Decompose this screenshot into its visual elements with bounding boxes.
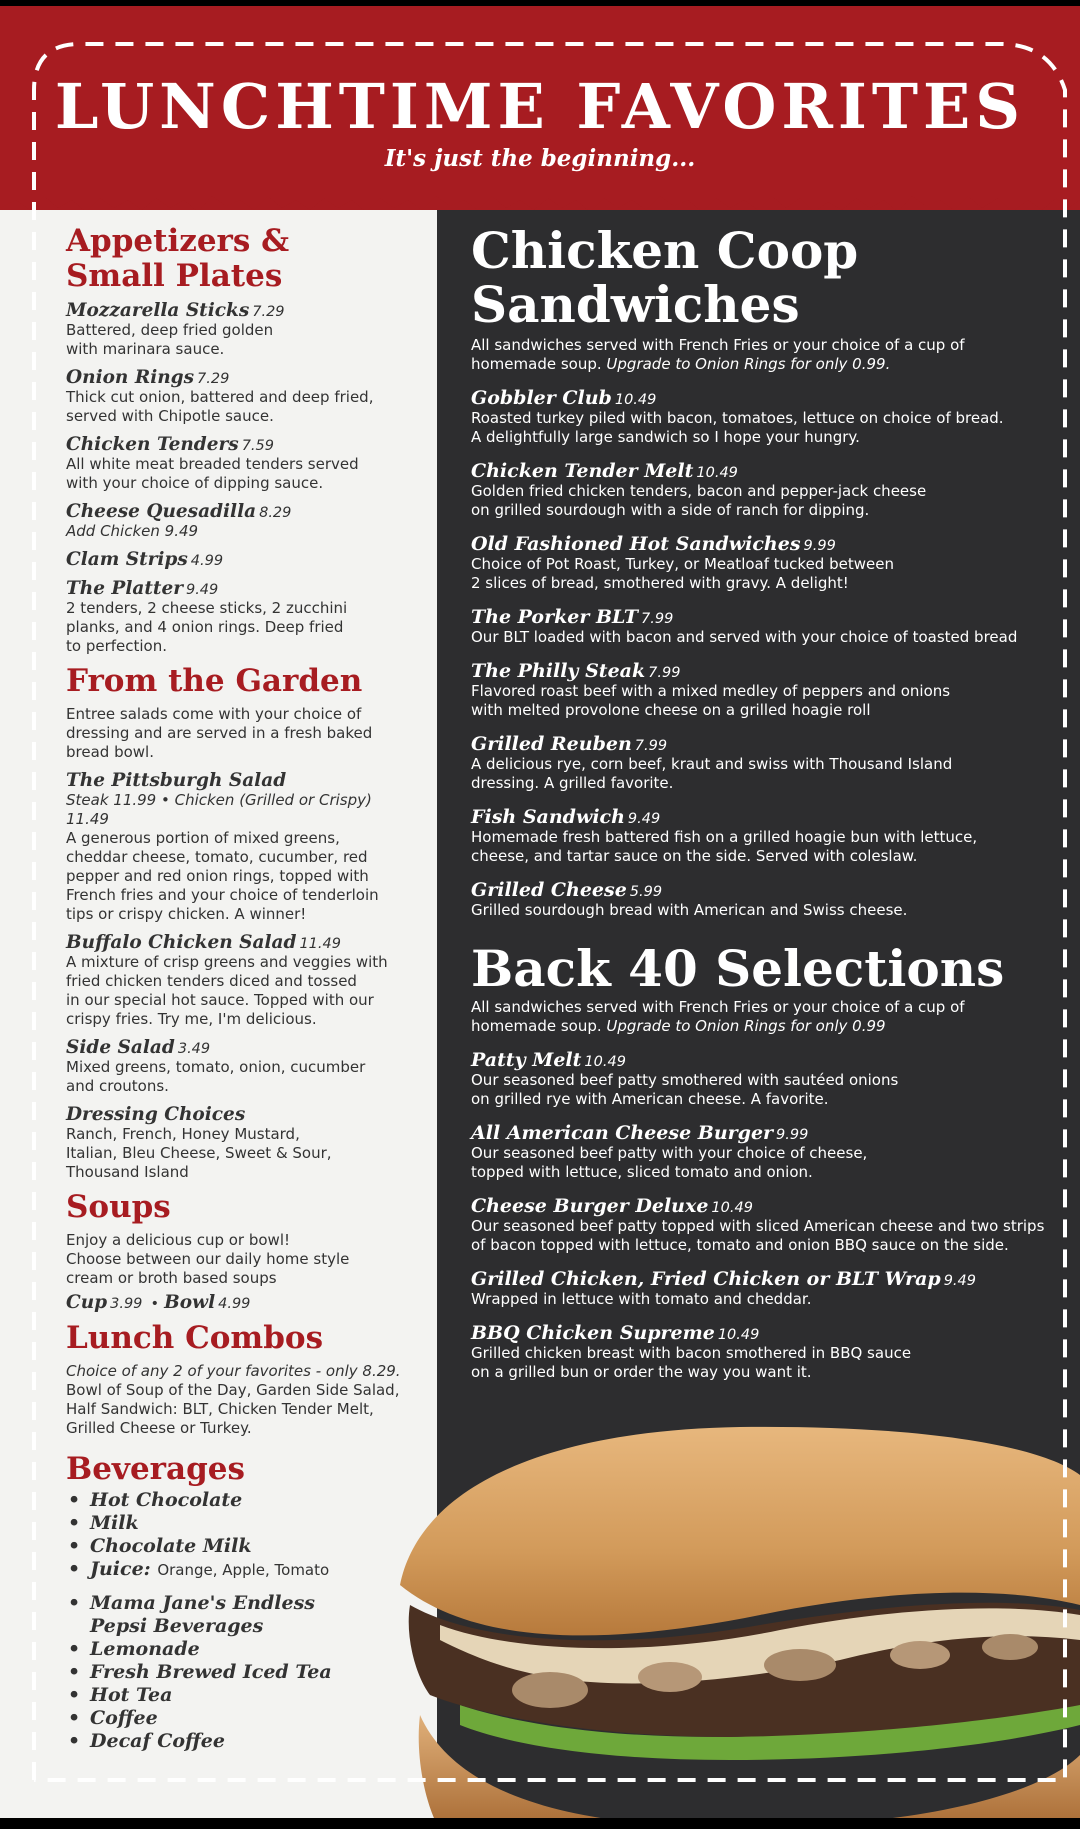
- item-price: 10.49: [711, 1200, 753, 1216]
- item-name: Cheese Quesadilla: [66, 501, 257, 522]
- item-price: 9.99: [803, 538, 836, 554]
- list-item: • Hot Tea: [66, 1684, 416, 1707]
- item-price: 10.49: [614, 392, 657, 408]
- menu-item: [66, 501, 416, 541]
- right-column: [471, 221, 1051, 1390]
- item-name: The Philly Steak: [471, 660, 646, 682]
- menu-item: [471, 461, 1051, 520]
- item-price: 7.99: [641, 611, 674, 627]
- item-name: BBQ Chicken Supreme: [471, 1322, 715, 1344]
- item-name: The Porker BLT: [471, 606, 639, 628]
- item-description: Flavored roast beef with a mixed medley of peppers and onions with melted provolone cheese on a grilled hoagie roll: [471, 682, 951, 719]
- bowl-price: 4.99: [218, 1296, 251, 1312]
- list-item: • Decaf Coffee: [66, 1730, 416, 1753]
- item-price: 7.29: [197, 371, 230, 387]
- item-name: The Platter: [66, 578, 183, 599]
- item-name: Dressing Choices: [66, 1104, 246, 1125]
- item-description: Golden fried chicken tenders, bacon and pepper-jack cheese on grilled sourdough with a side of ranch for dipping.: [471, 482, 927, 519]
- item-name: Grilled Cheese: [471, 879, 627, 901]
- list-item: • Mama Jane's Endless Pepsi Beverages: [66, 1592, 416, 1638]
- menu-item: [471, 607, 1051, 647]
- page-title: LUNCHTIME FAVORITES: [54, 70, 1026, 143]
- menu-item: [471, 1323, 1051, 1382]
- back40-intro: All sandwiches served with French Fries or your choice of a cup of homemade soup. Upgrade to Onion Rings for only 0.99: [471, 998, 965, 1035]
- item-description: Our seasoned beef patty with your choice of cheese, topped with lettuce, sliced tomato and onion.: [471, 1144, 868, 1181]
- menu-item: [66, 300, 416, 359]
- item-description: Choice of Pot Roast, Turkey, or Meatloaf tucked between 2 slices of bread, smothered with gravy. A delight!: [471, 555, 894, 592]
- item-name: Patty Melt: [471, 1049, 582, 1071]
- beverages-list: [66, 1489, 416, 1753]
- item-price: 11.49: [299, 936, 341, 952]
- bowl-label: Bowl: [164, 1292, 216, 1313]
- cup-label: Cup: [66, 1292, 108, 1313]
- back40-heading: Back 40 Selections: [471, 939, 1005, 998]
- item-description: Grilled sourdough bread with American and Swiss cheese.: [471, 901, 908, 919]
- item-name: Buffalo Chicken Salad: [66, 932, 297, 953]
- item-description: Mixed greens, tomato, onion, cucumber and croutons.: [66, 1058, 366, 1095]
- item-name: All American Cheese Burger: [471, 1122, 774, 1144]
- menu-item: [66, 932, 416, 1029]
- garden-intro: Entree salads come with your choice of dressing and are served in a fresh baked bread bowl.: [66, 705, 373, 761]
- item-name: Mozzarella Sticks: [66, 300, 250, 321]
- menu-item: [66, 578, 416, 656]
- item-price: 9.49: [943, 1273, 976, 1289]
- list-item: • Fresh Brewed Iced Tea: [66, 1661, 416, 1684]
- item-price: 10.49: [717, 1327, 760, 1343]
- mushroom: [638, 1662, 702, 1692]
- item-name: Onion Rings: [66, 367, 195, 388]
- item-price: 4.99: [190, 553, 224, 569]
- item-description: Battered, deep fried golden with marinara sauce.: [66, 321, 274, 358]
- item-description: Our seasoned beef patty topped with sliced American cheese and two strips of bacon topped with lettuce, tomato and onion BBQ sauce on the side.: [471, 1217, 1045, 1254]
- item-price: 9.49: [185, 582, 219, 598]
- item-name: Cheese Burger Deluxe: [471, 1195, 709, 1217]
- combos-heading: Lunch Combos: [66, 1320, 324, 1356]
- item-name: Grilled Reuben: [471, 733, 632, 755]
- item-price: 3.49: [177, 1041, 211, 1057]
- chicken-coop-intro: All sandwiches served with French Fries or your choice of a cup of homemade soup. Upgrade to Onion Rings for only 0.99.: [471, 336, 965, 373]
- list-item: • Chocolate Milk: [66, 1535, 416, 1558]
- item-description: All white meat breaded tenders served with your choice of dipping sauce.: [66, 455, 359, 492]
- menu-item: [66, 549, 416, 570]
- menu-item: [471, 1123, 1051, 1182]
- item-name: Side Salad: [66, 1037, 175, 1058]
- item-price: 7.99: [634, 738, 668, 754]
- philly-steak-sandwich-image: [400, 1415, 1080, 1829]
- beverages-heading: Beverages: [66, 1451, 245, 1487]
- soup-separator: •: [150, 1296, 160, 1312]
- item-price: 5.99: [629, 884, 663, 900]
- combos-description: Choice of any 2 of your favorites - only 8.29. Bowl of Soup of the Day, Garden Side Salad, Half Sandwich: BLT, Chicken Tender Melt, Grilled Cheese or Turkey.: [66, 1362, 401, 1437]
- item-price: 9.99: [776, 1127, 809, 1143]
- mushroom: [890, 1641, 950, 1669]
- item-price: 9.49: [627, 811, 661, 827]
- list-item: • Hot Chocolate: [66, 1489, 416, 1512]
- mushroom: [764, 1649, 836, 1681]
- item-name: Fish Sandwich: [471, 806, 625, 828]
- item-options: Steak 11.99 • Chicken (Grilled or Crispy) 11.49: [66, 791, 372, 828]
- item-description: Wrapped in lettuce with tomato and cheddar.: [471, 1290, 812, 1308]
- menu-item: [471, 388, 1051, 447]
- item-description: A delicious rye, corn beef, kraut and swiss with Thousand Island dressing. A grilled favorite.: [471, 755, 953, 792]
- menu-item: [471, 880, 1051, 920]
- list-item: • Milk: [66, 1512, 416, 1535]
- item-price: 7.99: [648, 665, 681, 681]
- item-description: Roasted turkey piled with bacon, tomatoes, lettuce on choice of bread. A delightfully large sandwich so I hope your hungry.: [471, 409, 1004, 446]
- appetizers-heading: Appetizers & Small Plates: [66, 223, 290, 294]
- soups-intro: Enjoy a delicious cup or bowl! Choose between our daily home style cream or broth based soups: [66, 1231, 350, 1287]
- bottom-black-strip: [0, 1818, 1080, 1829]
- page-subtitle: It's just the beginning...: [384, 145, 696, 172]
- item-price: 8.29: [259, 505, 292, 521]
- item-description: Add Chicken 9.49: [66, 522, 199, 540]
- item-name: The Pittsburgh Salad: [66, 770, 287, 791]
- menu-item: [66, 770, 416, 924]
- item-price: 7.29: [252, 304, 285, 320]
- item-description: 2 tenders, 2 cheese sticks, 2 zucchini planks, and 4 onion rings. Deep fried to perfection.: [66, 599, 348, 655]
- list-item: • Lemonade: [66, 1638, 416, 1661]
- mushroom: [512, 1672, 588, 1708]
- item-description: A mixture of crisp greens and veggies with fried chicken tenders diced and tossed in our special hot sauce. Topped with our crispy fries. Try me, I'm delicious.: [66, 953, 388, 1028]
- menu-item: [66, 1104, 416, 1182]
- menu-item: [66, 1037, 416, 1096]
- item-price: 10.49: [584, 1054, 626, 1070]
- menu-item: [66, 434, 416, 493]
- item-name: Chicken Tender Melt: [471, 460, 694, 482]
- item-description: Our seasoned beef patty smothered with sautéed onions on grilled rye with American cheese. A favorite.: [471, 1071, 899, 1108]
- item-description: A generous portion of mixed greens, cheddar cheese, tomato, cucumber, red pepper and red onion rings, topped with French fries and your choice of tenderloin tips or crispy chicken. A winner!: [66, 829, 379, 923]
- item-name: Gobbler Club: [471, 387, 612, 409]
- item-name: Old Fashioned Hot Sandwiches: [471, 533, 801, 555]
- item-description: Ranch, French, Honey Mustard, Italian, Bleu Cheese, Sweet & Sour, Thousand Island: [66, 1125, 332, 1181]
- menu-item: [471, 1050, 1051, 1109]
- item-name: Grilled Chicken, Fried Chicken or BLT Wrap: [471, 1268, 941, 1290]
- item-name: Chicken Tenders: [66, 434, 239, 455]
- item-description: Thick cut onion, battered and deep fried, served with Chipotle sauce.: [66, 388, 374, 425]
- item-price: 10.49: [696, 465, 738, 481]
- cup-price: 3.99: [110, 1296, 143, 1312]
- menu-item: [471, 661, 1051, 720]
- garden-heading: From the Garden: [66, 663, 363, 699]
- list-item: • Juice: Orange, Apple, Tomato: [66, 1558, 416, 1582]
- mushroom: [982, 1634, 1038, 1660]
- chicken-coop-heading: Chicken Coop Sandwiches: [471, 221, 859, 334]
- list-item: • Coffee: [66, 1707, 416, 1730]
- menu-item: [471, 1196, 1051, 1255]
- menu-item: [471, 534, 1051, 593]
- menu-item: [471, 1269, 1051, 1309]
- item-name: Clam Strips: [66, 549, 188, 570]
- menu-item: [471, 807, 1051, 866]
- item-price: 7.59: [241, 438, 274, 454]
- menu-item: [66, 367, 416, 426]
- item-description: Homemade fresh battered fish on a grilled hoagie bun with lettuce, cheese, and tartar sauce on the side. Served with coleslaw.: [471, 828, 978, 865]
- left-column: [66, 224, 416, 1753]
- item-description: Our BLT loaded with bacon and served with your choice of toasted bread: [471, 628, 1018, 646]
- menu-item: [471, 734, 1051, 793]
- soups-heading: Soups: [66, 1189, 171, 1225]
- soup-sizes: [66, 1292, 416, 1313]
- item-description: Grilled chicken breast with bacon smothered in BBQ sauce on a grilled bun or order the way you want it.: [471, 1344, 912, 1381]
